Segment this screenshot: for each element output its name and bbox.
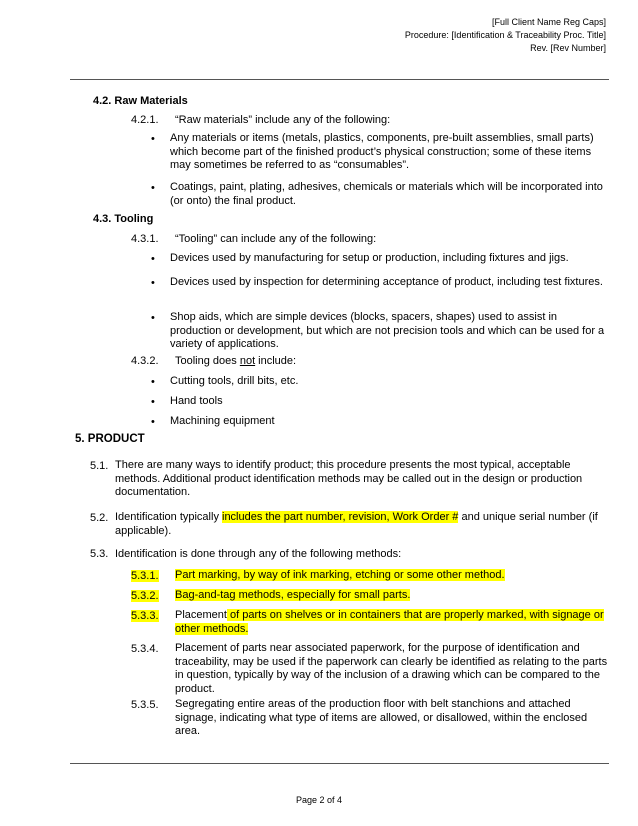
bullet-4-2-1-b: Coatings, paint, plating, adhesives, chemicals or materials which will be incorporated into (or onto) the final product. <box>170 181 603 207</box>
header-client: [Full Client Name Reg Caps] <box>491 17 606 27</box>
bullet-4-3-2-c: Machining equipment <box>170 415 275 427</box>
num-5-2: 5.2. <box>90 512 109 524</box>
bullet-4-3-1-c: Shop aids, which are simple devices (blocks, spacers, shapes) used to assist in production or development, but which are not precision tools and which can be used for a variety of applications. <box>170 311 605 350</box>
footer-rule <box>70 763 609 764</box>
text-5-2 <box>115 511 610 538</box>
bullet-icon: • <box>151 312 155 324</box>
text-5-3-3: Placement of parts on shelves or in containers that are properly marked, with signage or other methods. <box>175 609 604 635</box>
text-4-2-1: “Raw materials” include any of the following: <box>175 114 391 126</box>
text-5-2-post: and unique serial number (if applicable). <box>115 511 598 537</box>
num-5-3-4: 5.3.4. <box>131 643 159 655</box>
text-4-3-2-post: include: <box>255 355 297 367</box>
text-4-3-1: “Tooling” can include any of the following: <box>175 233 377 245</box>
num-4-3-2: 4.3.2. <box>131 355 159 367</box>
heading-5: 5. PRODUCT <box>75 433 145 445</box>
header-rule <box>70 79 609 80</box>
bullet-4-3-1-a: Devices used by manufacturing for setup or production, including fixtures and jigs. <box>170 252 569 264</box>
page-header <box>405 16 606 55</box>
bullet-4-3-1-b: Devices used by inspection for determining acceptance of product, including test fixtures. <box>170 276 603 288</box>
num-5-3-5: 5.3.5. <box>131 699 159 711</box>
text-5-3-4: Placement of parts near associated paperwork, for the purpose of identification and traceability, may be used if the paperwork can clearly be identified as relating to the parts in question, typically by way of the inclusion of a drawing which can be compared to the product. <box>175 642 608 695</box>
text-5-2-pre: Identification typically <box>115 511 222 523</box>
header-rev: Rev. [Rev Number] <box>530 43 606 53</box>
bullet-4-3-2-a: Cutting tools, drill bits, etc. <box>170 375 299 387</box>
text-5-1: There are many ways to identify product; this procedure presents the most typical, acceptable methods. Additional product identification methods may be called out in the design or production documentation. <box>115 459 583 498</box>
heading-4-2: 4.2. Raw Materials <box>93 95 188 107</box>
num-4-2-1: 4.2.1. <box>131 114 159 126</box>
bullet-icon: • <box>151 376 155 388</box>
text-5-3: Identification is done through any of the following methods: <box>115 548 402 560</box>
bullet-icon: • <box>151 133 155 145</box>
header-procedure: Procedure: [Identification & Traceability Proc. Title] <box>404 30 606 40</box>
num-5-3: 5.3. <box>90 548 109 560</box>
bullet-4-2-1-a: Any materials or items (metals, plastics, components, pre-built assemblies, small parts) which become part of the finished product’s physical construction; some of these items may sometimes be referred to as “consumables”. <box>170 132 594 171</box>
text-5-2-highlight: includes the part number, revision, Work Order # <box>222 511 459 523</box>
num-5-3-1: 5.3.1. <box>131 570 159 582</box>
bullet-4-3-2-b: Hand tools <box>170 395 223 407</box>
text-5-3-1: Part marking, by way of ink marking, etching or some other method. <box>175 569 505 581</box>
bullet-icon: • <box>151 253 155 265</box>
text-5-3-5: Segregating entire areas of the production floor with belt stanchions and attached signage, indicating what type of items are allowed, or disallowed, within the enclosed area. <box>175 698 588 737</box>
bullet-icon: • <box>151 182 155 194</box>
num-5-3-2: 5.3.2. <box>131 590 159 602</box>
page-number: Page 2 of 4 <box>295 795 343 805</box>
text-4-3-2 <box>175 355 296 368</box>
bullet-icon: • <box>151 416 155 428</box>
text-4-3-2-not: not <box>239 355 256 367</box>
bullet-icon: • <box>151 396 155 408</box>
text-5-3-2: Bag-and-tag methods, especially for small parts. <box>175 589 411 601</box>
heading-4-3: 4.3. Tooling <box>93 213 154 225</box>
num-4-3-1: 4.3.1. <box>131 233 159 245</box>
num-5-1: 5.1. <box>90 460 109 472</box>
num-5-3-3: 5.3.3. <box>131 610 159 622</box>
bullet-icon: • <box>151 277 155 289</box>
text-4-3-2-pre: Tooling does <box>175 355 240 367</box>
